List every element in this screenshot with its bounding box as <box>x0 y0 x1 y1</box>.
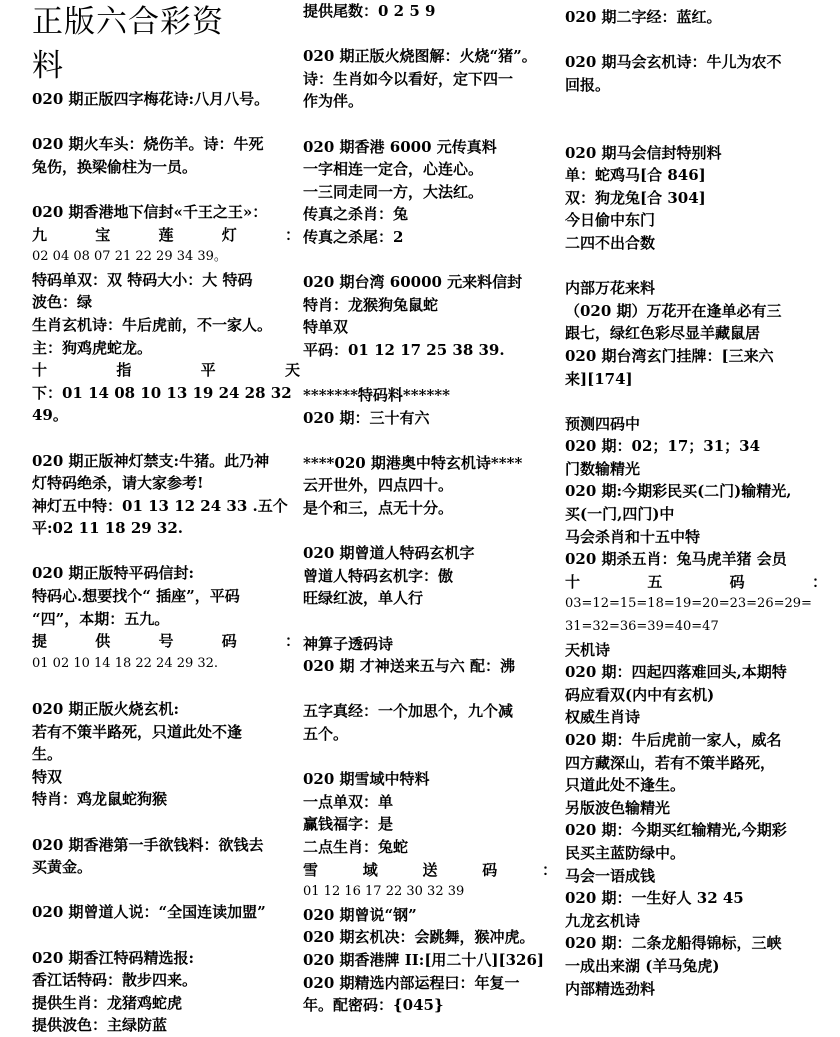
text-line: 云开世外，四点四十。 <box>303 476 454 495</box>
text-line: 年。配密码：{045} <box>303 996 444 1015</box>
text-line: 020 期：一生好人 32 45 <box>565 889 744 908</box>
text-line: 020 期：牛后虎前一家人，威名 <box>565 731 782 749</box>
text-line: 020 期台湾玄门挂牌：[三来六 <box>565 346 774 365</box>
text-line: 020 期二字经：蓝红。 <box>565 8 722 26</box>
text-line: 传真之杀尾：2 <box>303 227 404 246</box>
text-line: 020 期正版特平码信封: <box>32 564 195 583</box>
text-line: 五字真经：一个加思个，九个减 <box>303 702 514 721</box>
text-line: 买(一门,四门)中 <box>565 505 675 524</box>
text-line: 020 期玄机决：会跳舞，猴冲虎。 <box>303 928 535 947</box>
blank-line <box>565 29 827 52</box>
column-middle-lines <box>303 0 557 1017</box>
text-line: 020 期香港地下信封«千王之王»： <box>32 202 268 221</box>
text-line: 020 期：四起四落难回头,本期特 <box>565 663 787 682</box>
text-line: 020 期正版火烧玄机: <box>32 700 180 719</box>
text-line: 020 期 才神送来五与六 配：沸 <box>303 657 515 676</box>
blank-line <box>32 879 300 902</box>
text-line: 特双 <box>32 767 63 786</box>
blank-line <box>565 255 827 278</box>
text-line: 020 期:今期彩民买(二门)输精光, <box>565 482 792 501</box>
number-line: 03=12=15=18=19=20=23=26=29= <box>565 596 812 612</box>
text-line: 提供尾数：0 2 5 9 <box>303 2 436 20</box>
number-line: 02 04 08 07 21 22 29 34 39。 <box>32 249 227 265</box>
text-line: 来][174] <box>565 369 633 388</box>
text-line: 作为伴。 <box>303 92 364 111</box>
text-line: 诗：生肖如今以看好，定下四一 <box>303 69 514 88</box>
spread-char: ： <box>541 860 557 879</box>
text-line: 020 期香港牌 II:[用二十八][326] <box>303 950 545 969</box>
blank-line <box>32 178 300 201</box>
text-line: 020 期：二条龙船得锦标，三峡 <box>565 934 782 953</box>
spread-char: ： <box>811 572 827 591</box>
text-line: 提供波色：主绿防蓝 <box>32 1016 168 1035</box>
spread-text-line <box>565 571 827 594</box>
text-line: 二点生肖：兔蛇 <box>303 837 409 856</box>
text-line: 一三同走同一方，大法红。 <box>303 182 484 201</box>
spread-char: 码 <box>729 572 745 591</box>
spread-char: 天 <box>284 361 300 380</box>
spread-char: 五 <box>647 572 663 591</box>
blank-line <box>565 390 827 413</box>
text-line: 门数输精光 <box>565 459 641 478</box>
text-line: 神灯五中特：01 13 12 24 33 .五个 <box>32 496 288 515</box>
spread-char: 雪 <box>303 860 319 879</box>
column-right-lines <box>565 6 827 1000</box>
text-line: 二四不出合数 <box>565 233 656 252</box>
text-line: 回报。 <box>565 75 611 94</box>
blank-line <box>565 119 827 142</box>
page-title-line-1: 正版六合彩资 <box>32 4 224 40</box>
spread-char: 域 <box>362 860 378 879</box>
text-line: 神算子透码诗 <box>303 634 394 653</box>
spread-char: 号 <box>158 632 174 651</box>
blank-line <box>32 675 300 698</box>
text-line: 天机诗 <box>565 640 611 659</box>
blank-line <box>303 362 557 385</box>
text-line: 020 期马会玄机诗：牛儿为农不 <box>565 53 782 72</box>
page-title-line-2: 料 <box>32 48 64 84</box>
text-line: 平码：01 12 17 25 38 39. <box>303 340 505 359</box>
text-line: 020 期曾道人说：“全国连读加盟” <box>32 903 266 922</box>
spread-char: 码 <box>221 632 237 651</box>
spread-char: 送 <box>422 860 438 879</box>
text-line: 特肖：龙猴狗兔鼠蛇 <box>303 295 439 314</box>
text-line: 跟七，绿红色彩尽显羊藏鼠居 <box>565 324 761 343</box>
text-line: 020 期雪域中特料 <box>303 770 430 789</box>
number-line: 01 02 10 14 18 22 24 29 32. <box>32 655 219 671</box>
text-line: 一字相连一定合，心连心。 <box>303 160 484 179</box>
text-line: 020 期：今期买红输精光,今期彩 <box>565 821 787 840</box>
spread-text-line <box>32 224 300 247</box>
text-line: 权威生肖诗 <box>565 708 641 727</box>
text-line: 020 期曾道人特码玄机字 <box>303 544 475 563</box>
text-line: 生肖玄机诗：牛后虎前，不一家人。 <box>32 315 273 334</box>
column-middle <box>303 0 557 1017</box>
number-line: 31=32=36=39=40=47 <box>565 619 719 635</box>
text-line: 特码单双：双 特码大小：大 特码 <box>32 270 253 289</box>
spread-char: ： <box>284 225 300 244</box>
spread-char: 平 <box>200 361 216 380</box>
text-line: 020 期：02；17；31；34 <box>565 437 761 456</box>
blank-line <box>303 610 557 633</box>
text-line: 020 期台湾 60000 元来料信封 <box>303 273 523 292</box>
text-line: 主：狗鸡虎蛇龙。 <box>32 338 153 357</box>
blank-line <box>32 811 300 834</box>
text-line: 旺绿红波，单人行 <box>303 589 424 608</box>
text-line: 码应看双(内中有玄机) <box>565 685 715 704</box>
text-line: 今日偷中东门 <box>565 211 656 230</box>
blank-line <box>303 746 557 769</box>
text-line: 九龙玄机诗 <box>565 911 641 930</box>
text-line: 020 期香港 6000 元传真料 <box>303 137 497 156</box>
text-line: 香江话特码：散步四来。 <box>32 971 198 990</box>
text-line: 平:02 11 18 29 32. <box>32 519 184 538</box>
text-line: 提供生肖：龙猪鸡蛇虎 <box>32 993 183 1012</box>
text-line: 内部万花来料 <box>565 279 656 298</box>
spread-char: 十 <box>565 572 581 591</box>
blank-line <box>303 520 557 543</box>
text-line: 波色：绿 <box>32 293 93 312</box>
text-line: 020 期：三十有六 <box>303 408 430 427</box>
text-line: 马会一语成钱 <box>565 866 656 885</box>
text-line: 特单双 <box>303 318 349 337</box>
text-line: 020 期香江特码精选报: <box>32 948 195 967</box>
text-line: 传真之杀肖：兔 <box>303 205 409 224</box>
spread-char: 提 <box>32 632 48 651</box>
text-line: 五个。 <box>303 725 349 743</box>
text-line: 若有不策半路死，只道此处不逢 <box>32 722 243 741</box>
spread-char: 九 <box>32 225 48 244</box>
blank-line <box>303 23 557 46</box>
column-left-lines <box>32 88 300 1037</box>
text-line: 民买主蓝防绿中。 <box>565 843 686 862</box>
blank-line <box>303 678 557 701</box>
text-line: “四”，本期：五九。 <box>32 609 170 628</box>
text-line: 预测四码中 <box>565 414 641 433</box>
text-line: 020 期杀五肖：兔马虎羊猪 会员 <box>565 550 787 569</box>
text-line: 020 期正版神灯禁支:牛猪。此乃神 <box>32 451 270 470</box>
spread-char: 供 <box>95 632 111 651</box>
text-line: 020 期马会信封特别料 <box>565 143 722 162</box>
text-line: 生。 <box>32 745 63 764</box>
text-line: 020 期火车头：烧伤羊。诗：牛死 <box>32 135 264 154</box>
text-line: 是个和三，点无十分。 <box>303 499 454 518</box>
blank-line <box>303 113 557 136</box>
text-line: 另版波色输精光 <box>565 798 671 817</box>
column-right <box>565 0 827 1000</box>
blank-line <box>565 96 827 119</box>
spread-char: 灯 <box>221 225 237 244</box>
column-left <box>32 0 300 1037</box>
spread-text-line <box>32 630 300 653</box>
text-line: （020 期）万花开在逢单必有三 <box>565 301 782 320</box>
text-line: 020 期正版火烧图解：火烧“猪”。 <box>303 47 537 66</box>
spread-text-line <box>303 859 557 882</box>
blank-line <box>32 111 300 134</box>
text-line: 一成出来湖 (羊马兔虎) <box>565 956 720 975</box>
blank-line <box>32 540 300 563</box>
spread-char: 指 <box>116 361 132 380</box>
blank-line <box>32 427 300 450</box>
text-line: 020 期精选内部运程曰：年复一 <box>303 973 520 992</box>
text-line: 四方藏深山，若有不策半路死， <box>565 753 776 772</box>
text-line: 020 期正版四字梅花诗:八月八号。 <box>32 90 270 108</box>
text-line: 020 期曾说“钢” <box>303 905 417 924</box>
text-line: *******特码料****** <box>303 386 450 405</box>
text-line: 020 期香港第一手欲钱料：欲钱去 <box>32 835 264 854</box>
blank-line <box>303 429 557 452</box>
spread-char: 宝 <box>95 225 111 244</box>
text-line: 买黄金。 <box>32 858 93 877</box>
text-line: 一点单双：单 <box>303 792 394 811</box>
text-line: ****020 期港奥中特玄机诗**** <box>303 453 523 472</box>
text-line: 下：01 14 08 10 13 19 24 28 32 49。 <box>32 383 297 425</box>
text-line: 特码心.想要找个“ 插座”，平码 <box>32 587 240 606</box>
text-line: 兔伤，换梁偷柱为一员。 <box>32 157 198 176</box>
text-line: 内部精选劲料 <box>565 979 656 998</box>
number-line: 01 12 16 17 22 30 32 39 <box>303 884 465 900</box>
spread-char: 十 <box>32 361 48 380</box>
text-line: 特肖：鸡龙鼠蛇狗猴 <box>32 790 168 809</box>
text-line: 双：狗龙兔[合 304] <box>565 188 706 207</box>
spread-text-line <box>32 359 300 382</box>
text-line: 单：蛇鸡马[合 846] <box>565 166 706 185</box>
text-line: 马会杀肖和十五中特 <box>565 527 701 546</box>
spread-char: 码 <box>482 860 498 879</box>
text-line: 只道此处不逢生。 <box>565 776 686 795</box>
spread-char: ： <box>284 632 300 651</box>
text-line: 曾道人特码玄机字：傲 <box>303 566 454 585</box>
blank-line <box>32 924 300 947</box>
blank-line <box>303 249 557 272</box>
text-line: 赢钱福字：是 <box>303 815 394 834</box>
spread-char: 莲 <box>158 225 174 244</box>
text-line: 灯特码绝杀，请大家参考! <box>32 474 204 493</box>
